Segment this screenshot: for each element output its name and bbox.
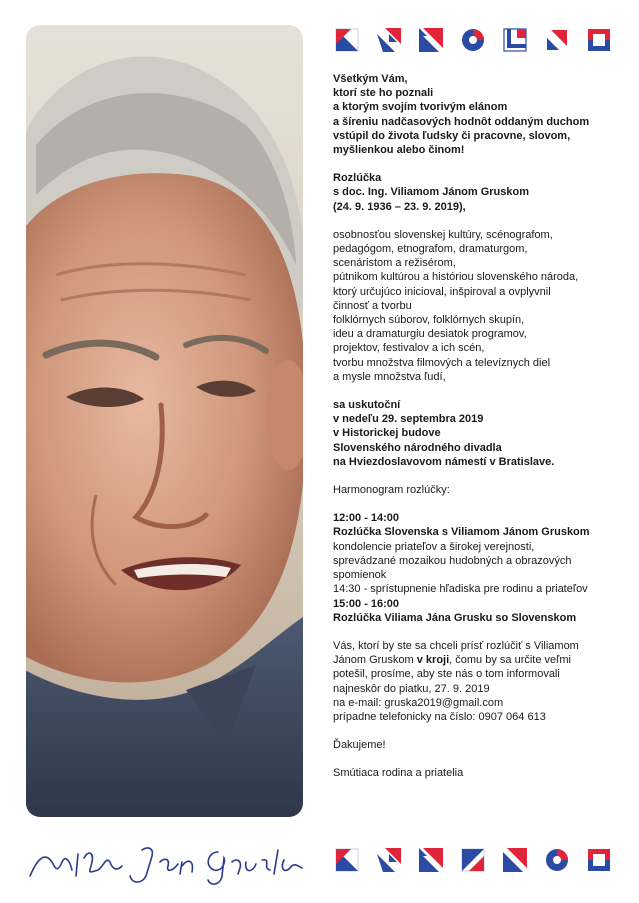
intro-line: ktorí ste ho poznali: [333, 87, 434, 100]
venue-block: [333, 398, 623, 469]
signature: [22, 832, 312, 888]
contact-email[interactable]: na e-mail: gruska2019@gmail.com: [333, 696, 504, 709]
decor-tile-2: [375, 26, 403, 54]
intro-line: a ktorým svojím tvorivým elánom: [333, 101, 508, 114]
schedule-desc-line: kondolencie priateľov a širokej verejnosti,: [333, 540, 535, 553]
description-line: ideu a dramaturgiu desiatok programov,: [333, 328, 527, 341]
description-block: [333, 228, 623, 384]
kroj-line-3: potešil, prosíme, aby ste nás o tom informovali: [333, 668, 560, 681]
contact-phone[interactable]: prípadne telefonicky na číslo: 0907 064 613: [333, 710, 546, 723]
kroj-line-2-post: , čomu by sa určite veľmi: [449, 654, 571, 667]
farewell-heading: [333, 171, 623, 214]
farewell-line: Rozlúčka: [333, 172, 382, 185]
kroj-line-2: [333, 653, 623, 667]
description-line: a mysle množstva ľudí,: [333, 370, 446, 383]
intro-line: myšlienkou alebo činom!: [333, 144, 465, 157]
portrait-illustration: [26, 25, 303, 817]
closing-text: Smútiaca rodina a priatelia: [333, 767, 464, 780]
schedule-time-1: 12:00 - 14:00: [333, 512, 400, 525]
farewell-line: (24. 9. 1936 – 23. 9. 2019),: [333, 200, 466, 213]
intro-block: [333, 72, 623, 157]
venue-line: v Historickej budove: [333, 427, 441, 440]
intro-line: vstúpil do života ľudsky či pracovne, slovom,: [333, 129, 571, 142]
intro-line: a šíreniu nadčasových hodnôt oddaným duchom: [333, 115, 590, 128]
obituary-text: [333, 72, 623, 781]
decor-tile-5: [501, 846, 529, 874]
decor-tiles-bottom: [333, 846, 613, 874]
kroj-line-1: Vás, ktorí by ste sa chceli prísť rozlúčiť s Viliamom: [333, 639, 579, 652]
description-line: tvorbu množstva filmových a televíznych diel: [333, 356, 551, 369]
description-line: pútnikom kultúrou a históriou slovenského národa,: [333, 271, 579, 284]
decor-tile-4: [459, 846, 487, 874]
schedule-event-1: Rozlúčka Slovenska s Viliamom Jánom Gruskom: [333, 526, 590, 539]
schedule-event-2: Rozlúčka Viliama Jána Grusku so Slovenskom: [333, 611, 577, 624]
kroj-block: [333, 639, 623, 724]
schedule-note: 14:30 - sprístupnenie hľadiska pre rodinu a priateľov: [333, 583, 588, 596]
description-line: folklórnych súborov, folklórnych skupín,: [333, 314, 525, 327]
thanks-text: Ďakujeme!: [333, 739, 386, 752]
kroj-line-4: najneskôr do piatku, 27. 9. 2019: [333, 682, 490, 695]
decor-tile-7: [585, 846, 613, 874]
venue-line: v nedeľu 29. septembra 2019: [333, 413, 484, 426]
portrait-photo: [26, 25, 303, 817]
schedule-desc-line: spomienok: [333, 569, 387, 582]
decor-tile-1: [333, 26, 361, 54]
description-line: činnosť a tvorbu: [333, 299, 412, 312]
farewell-line: s doc. Ing. Viliamom Jánom Gruskom: [333, 186, 530, 199]
decor-tile-7: [585, 26, 613, 54]
intro-line: Všetkým Vám,: [333, 73, 408, 85]
decor-tile-6: [543, 26, 571, 54]
decor-tile-5: [501, 26, 529, 54]
description-line: projektov, festivalov a ich scén,: [333, 342, 485, 355]
decor-tile-6: [543, 846, 571, 874]
schedule-desc-line: sprevádzané mozaikou hudobných a obrazových: [333, 554, 572, 567]
kroj-line-2-pre: Jánom Gruskom: [333, 654, 417, 667]
venue-line: Slovenského národného divadla: [333, 441, 502, 454]
decor-tile-1: [333, 846, 361, 874]
schedule-heading: Harmonogram rozlúčky:: [333, 484, 450, 497]
description-line: osobnosťou slovenskej kultúry, scénografom,: [333, 228, 553, 241]
decor-tile-4: [459, 26, 487, 54]
description-line: ktorý určujúco inicioval, inšpiroval a ovplyvnil: [333, 285, 551, 298]
schedule-block: [333, 511, 623, 625]
decor-tile-3: [417, 846, 445, 874]
kroj-emphasis: v kroji: [416, 654, 450, 667]
decor-tiles-top: [333, 26, 613, 54]
schedule-time-2: 15:00 - 16:00: [333, 597, 400, 610]
description-line: pedagógom, etnografom, dramaturgom,: [333, 243, 528, 256]
decor-tile-3: [417, 26, 445, 54]
venue-line: sa uskutoční: [333, 399, 401, 412]
decor-tile-2: [375, 846, 403, 874]
venue-line: na Hviezdoslavovom námestí v Bratislave.: [333, 455, 555, 468]
description-line: scenáristom a režisérom,: [333, 257, 456, 270]
